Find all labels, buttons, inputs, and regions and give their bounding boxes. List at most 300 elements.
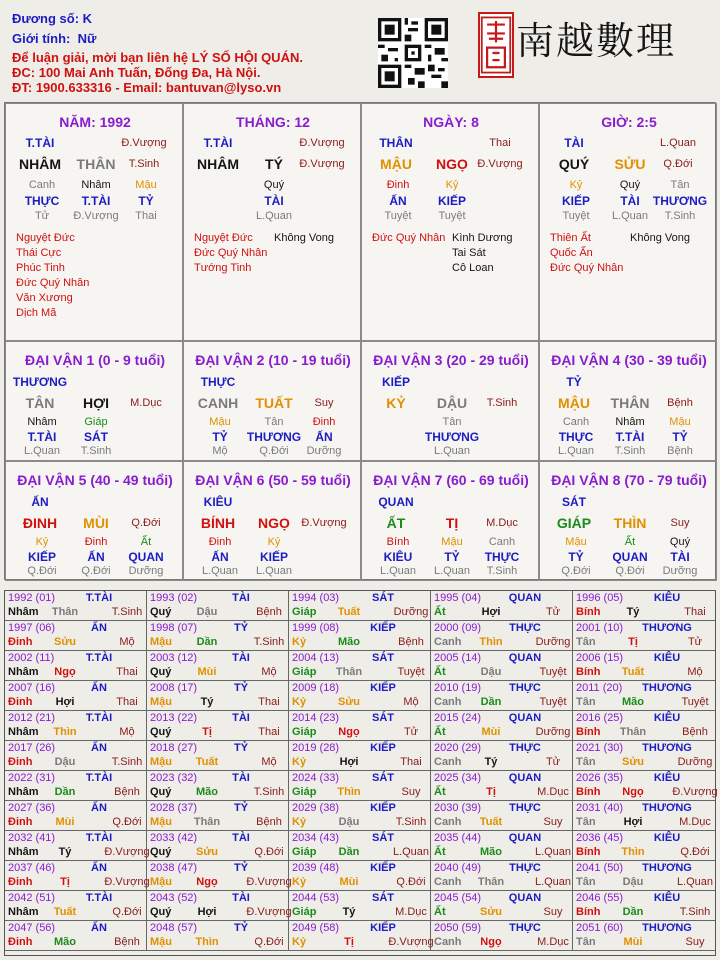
- hidden-stem: Mậu: [565, 536, 587, 548]
- luck-pillar-4[interactable]: [539, 341, 717, 461]
- hidden-stem: Ất: [624, 536, 636, 548]
- year-stage: Tử: [403, 726, 419, 738]
- year-label: 2023 (32): [150, 772, 198, 784]
- year-label: 2014 (23): [292, 712, 340, 724]
- year-cell[interactable]: [573, 831, 715, 861]
- star-item: Tai Sát: [452, 247, 486, 259]
- year-branch: Tị: [60, 876, 70, 888]
- year-branch: Tý: [342, 906, 356, 918]
- hidden-ten-god: T.TÀI: [81, 194, 111, 208]
- pillar-4[interactable]: [539, 103, 717, 341]
- hidden-stage: Q.Đới: [561, 565, 591, 577]
- year-stem: Canh: [434, 696, 462, 708]
- luck-ten-god: KIÊU: [203, 495, 233, 509]
- year-label: 2049 (58): [292, 922, 340, 934]
- year-stem: Đinh: [8, 696, 33, 708]
- year-label: 2032 (41): [8, 832, 56, 844]
- year-stage: Đ.Vượng: [388, 936, 434, 948]
- hidden-stage: Q.Đới: [259, 445, 289, 457]
- year-stage: Bệnh: [256, 606, 282, 618]
- year-stage: Mộ: [403, 696, 419, 708]
- year-branch: Dần: [54, 786, 76, 798]
- year-label: 2047 (56): [8, 922, 56, 934]
- year-ten-god: THƯƠNG: [642, 682, 692, 694]
- luck-stem: BÍNH: [200, 515, 236, 531]
- subject-line: Đương số: K: [12, 11, 93, 26]
- hidden-ten-god: TÀI: [620, 194, 640, 208]
- year-branch: Tị: [486, 786, 496, 798]
- year-cell[interactable]: [573, 651, 715, 681]
- year-label: 2037 (46): [8, 862, 56, 874]
- luck-stem: CANH: [197, 395, 239, 411]
- year-branch: Sửu: [479, 906, 503, 918]
- year-cell[interactable]: [147, 621, 289, 651]
- year-ten-god: THƯƠNG: [642, 622, 692, 634]
- year-ten-god: T.TÀI: [85, 592, 113, 604]
- year-stage: Suy: [685, 936, 705, 948]
- year-stage: T.Sinh: [111, 606, 143, 618]
- year-stage: T.Sinh: [111, 756, 143, 768]
- year-stem: Bính: [576, 726, 601, 738]
- luck-stem: KỶ: [386, 395, 406, 411]
- hidden-stem: Quý: [669, 536, 691, 548]
- seal-stamp-icon: [478, 12, 514, 78]
- year-cell[interactable]: [573, 891, 715, 921]
- year-branch: Dậu: [196, 606, 218, 618]
- year-cell[interactable]: [431, 921, 573, 951]
- pillar-3[interactable]: [361, 103, 539, 341]
- year-cell[interactable]: [289, 921, 434, 951]
- hidden-stage: Dưỡng: [128, 565, 164, 577]
- year-cell[interactable]: [147, 921, 289, 951]
- pillar-stem: NHÂM: [19, 156, 61, 172]
- year-cell[interactable]: [573, 591, 715, 621]
- year-label: 2019 (28): [292, 742, 340, 754]
- year-stem: Tân: [576, 816, 596, 828]
- hidden-stage: Tử: [34, 210, 50, 222]
- year-cell[interactable]: [5, 861, 150, 891]
- year-ten-god: SÁT: [372, 592, 394, 604]
- year-ten-god: KIÊU: [653, 592, 681, 604]
- hidden-stage: Q.Đới: [615, 565, 645, 577]
- hidden-stem: Tân: [670, 179, 690, 191]
- luck-title: ĐẠI VẬN 5 (40 - 49 tuổi): [17, 472, 173, 488]
- year-cell[interactable]: [573, 621, 715, 651]
- star-item: Quốc Ấn: [550, 247, 593, 259]
- year-stem: Nhâm: [8, 906, 39, 918]
- year-cell[interactable]: [431, 681, 573, 711]
- luck-branch-stage: Q.Đới: [131, 517, 161, 529]
- hidden-stem: Nhâm: [615, 416, 645, 428]
- luck-pillar-3[interactable]: [361, 341, 539, 461]
- luck-pillar-1[interactable]: [5, 341, 183, 461]
- star-item: Phúc Tinh: [16, 262, 65, 274]
- year-cell[interactable]: [5, 891, 147, 921]
- year-cell[interactable]: [289, 591, 431, 621]
- year-label: 1997 (06): [8, 622, 56, 634]
- year-cell[interactable]: [147, 831, 289, 861]
- year-stage: Mộ: [119, 636, 135, 648]
- year-cell[interactable]: [431, 741, 573, 771]
- year-branch: Mùi: [339, 876, 359, 888]
- hidden-ten-god: ẤN: [389, 194, 407, 208]
- year-label: 2030 (39): [434, 802, 482, 814]
- star-item: Đức Quý Nhân: [550, 262, 624, 274]
- year-branch: Thân: [335, 666, 363, 678]
- luck-branch: TUẤT: [255, 395, 293, 411]
- year-ten-god: TỶ: [233, 862, 249, 874]
- year-stem: Kỷ: [292, 876, 307, 888]
- year-cell[interactable]: [147, 771, 289, 801]
- luck-ten-god: ẤN: [31, 495, 49, 509]
- year-cell[interactable]: [147, 801, 289, 831]
- year-ten-god: KIÊU: [653, 772, 681, 784]
- hidden-stem: Mậu: [441, 536, 463, 548]
- year-ten-god: SÁT: [372, 712, 394, 724]
- year-stem: Nhâm: [8, 786, 39, 798]
- year-ten-god: SÁT: [372, 772, 394, 784]
- annual-luck-table: [4, 590, 716, 956]
- star-item: Văn Xương: [16, 292, 73, 304]
- year-ten-god: THƯƠNG: [642, 922, 692, 934]
- year-stage: Bệnh: [398, 636, 424, 648]
- year-label: 2041 (50): [576, 862, 624, 874]
- year-ten-god: KIẾP: [370, 742, 396, 754]
- year-cell[interactable]: [147, 891, 292, 921]
- year-cell[interactable]: [5, 801, 147, 831]
- hidden-stage: Đ.Vượng: [73, 210, 119, 222]
- luck-branch-stage: M.Dục: [486, 517, 518, 529]
- hidden-stage: Tuyệt: [384, 210, 412, 222]
- year-ten-god: KIÊU: [653, 712, 681, 724]
- year-label: 2001 (10): [576, 622, 624, 634]
- year-ten-god: THƯƠNG: [642, 862, 692, 874]
- year-stem: Tân: [576, 756, 596, 768]
- pillar-ten-god: T.TÀI: [25, 136, 55, 150]
- hidden-stem: Ất: [140, 536, 152, 548]
- year-cell[interactable]: [289, 621, 431, 651]
- year-stage: Đ.Vượng: [104, 846, 150, 858]
- qr-code-icon[interactable]: [378, 18, 448, 88]
- luck-pillar-8[interactable]: [539, 461, 717, 581]
- year-cell[interactable]: [431, 591, 573, 621]
- year-label: 2029 (38): [292, 802, 340, 814]
- hidden-ten-god: TỶ: [568, 550, 584, 564]
- year-stem: Canh: [434, 636, 462, 648]
- luck-title: ĐẠI VẬN 6 (50 - 59 tuổi): [195, 472, 351, 488]
- star-item: Dịch Mã: [16, 307, 57, 319]
- year-cell[interactable]: [289, 711, 431, 741]
- year-stem: Quý: [150, 846, 172, 858]
- year-ten-god: QUAN: [508, 712, 542, 724]
- luck-ten-god: KIẾP: [381, 375, 411, 389]
- year-branch: Hợi: [197, 906, 217, 918]
- pillar-title: GIỜ: 2:5: [601, 114, 657, 130]
- luck-branch-stage: Đ.Vượng: [301, 517, 347, 529]
- pillar-2[interactable]: [183, 103, 361, 341]
- hidden-stem: Đinh: [312, 416, 336, 428]
- pillar-title: NĂM: 1992: [59, 114, 131, 130]
- year-cell[interactable]: [431, 711, 573, 741]
- year-cell[interactable]: [573, 681, 715, 711]
- year-stage: Thai: [258, 696, 280, 708]
- year-stage: Tuyệt: [539, 696, 567, 708]
- page-header: [0, 0, 720, 100]
- hidden-stage: Mộ: [212, 445, 228, 457]
- year-cell[interactable]: [573, 771, 718, 801]
- luck-title: ĐẠI VẬN 1 (0 - 9 tuổi): [24, 352, 166, 368]
- year-stage: Q.Đới: [112, 816, 142, 828]
- year-cell[interactable]: [573, 741, 715, 771]
- hidden-ten-god: TỶ: [444, 550, 460, 564]
- year-ten-god: ẤN: [91, 742, 107, 754]
- year-cell[interactable]: [431, 831, 573, 861]
- luck-title: ĐẠI VẬN 8 (70 - 79 tuổi): [551, 472, 707, 488]
- year-cell[interactable]: [5, 621, 147, 651]
- luck-pillar-2[interactable]: [183, 341, 361, 461]
- year-label: 2024 (33): [292, 772, 340, 784]
- year-stem: Tân: [576, 876, 596, 888]
- hidden-stem: Canh: [28, 179, 56, 191]
- year-branch: Mão: [480, 846, 502, 858]
- year-stem: Đinh: [8, 816, 33, 828]
- year-stage: Q.Đới: [680, 846, 710, 858]
- year-branch: Mùi: [55, 816, 75, 828]
- hidden-stage: Q.Đới: [27, 565, 57, 577]
- hidden-ten-god: ẤN: [315, 430, 333, 444]
- year-ten-god: THƯƠNG: [642, 742, 692, 754]
- year-stem: Mậu: [150, 936, 172, 948]
- year-branch: Tuất: [479, 816, 503, 828]
- hidden-stage: Dưỡng: [306, 445, 342, 457]
- luck-title: ĐẠI VẬN 7 (60 - 69 tuổi): [373, 472, 529, 488]
- year-label: 1998 (07): [150, 622, 198, 634]
- year-label: 2017 (26): [8, 742, 56, 754]
- year-branch: Dậu: [338, 816, 360, 828]
- year-cell[interactable]: [5, 651, 147, 681]
- year-label: 2010 (19): [434, 682, 482, 694]
- year-stem: Giáp: [292, 786, 317, 798]
- year-stage: Thai: [258, 726, 280, 738]
- hidden-stem: Kỷ: [267, 536, 281, 548]
- star-item: Đức Quý Nhân: [16, 277, 90, 289]
- luck-pillar-6[interactable]: [183, 461, 361, 581]
- year-branch: Dần: [196, 636, 218, 648]
- hidden-stage: T.Sinh: [80, 445, 112, 457]
- year-cell[interactable]: [573, 861, 715, 891]
- hidden-stage: L.Quan: [433, 565, 471, 577]
- year-cell[interactable]: [431, 621, 573, 651]
- hidden-ten-god: KIẾP: [561, 194, 591, 208]
- pillar-life-stage: Thai: [489, 137, 511, 149]
- year-stage: Mộ: [119, 726, 135, 738]
- year-stage: Đ.Vượng: [246, 906, 292, 918]
- year-stage: Suy: [401, 786, 421, 798]
- year-cell[interactable]: [147, 651, 289, 681]
- year-cell[interactable]: [147, 741, 289, 771]
- year-branch: Thân: [477, 876, 505, 888]
- hidden-stage: Tuyệt: [438, 210, 466, 222]
- year-stage: Tử: [545, 606, 561, 618]
- year-stem: Quý: [150, 666, 172, 678]
- year-cell[interactable]: [147, 591, 289, 621]
- year-cell[interactable]: [289, 801, 431, 831]
- luck-pillar-7[interactable]: [361, 461, 539, 581]
- year-label: 2043 (52): [150, 892, 198, 904]
- year-stem: Mậu: [150, 696, 172, 708]
- year-branch: Mùi: [197, 666, 217, 678]
- pillar-1[interactable]: [5, 103, 183, 341]
- year-branch: Dậu: [54, 756, 76, 768]
- year-stem: Nhâm: [8, 726, 39, 738]
- year-stage: Q.Đới: [254, 936, 284, 948]
- luck-branch-stage: T.Sinh: [486, 397, 518, 409]
- year-label: 2045 (54): [434, 892, 482, 904]
- year-ten-god: QUAN: [508, 772, 542, 784]
- phone-email-line: ĐT: 1900.633316 - Email: bantuvan@lyso.vn: [12, 80, 282, 95]
- pillar-branch-stage: Q.Đới: [663, 158, 693, 170]
- year-label: 2021 (30): [576, 742, 624, 754]
- year-label: 2009 (18): [292, 682, 340, 694]
- year-ten-god: TÀI: [232, 772, 250, 784]
- luck-branch-stage: M.Dục: [130, 397, 162, 409]
- year-cell[interactable]: [573, 921, 715, 951]
- year-cell[interactable]: [5, 921, 147, 951]
- year-label: 2040 (49): [434, 862, 482, 874]
- year-cell[interactable]: [289, 651, 431, 681]
- year-stage: Suy: [543, 816, 563, 828]
- year-cell[interactable]: [431, 801, 573, 831]
- luck-pillar-5[interactable]: [5, 461, 183, 581]
- year-cell[interactable]: [147, 861, 292, 891]
- year-stem: Giáp: [292, 846, 317, 858]
- year-stem: Ất: [434, 906, 446, 918]
- year-cell[interactable]: [289, 831, 431, 861]
- hidden-ten-god: THỰC: [24, 194, 60, 208]
- year-cell[interactable]: [147, 711, 289, 741]
- year-stage: T.Sinh: [253, 636, 285, 648]
- hidden-ten-god: ẤN: [87, 550, 105, 564]
- year-cell[interactable]: [573, 801, 715, 831]
- year-cell[interactable]: [5, 591, 147, 621]
- year-branch: Thân: [619, 726, 647, 738]
- hidden-stem: Mậu: [209, 416, 231, 428]
- year-branch: Dần: [480, 696, 502, 708]
- year-branch: Mão: [196, 786, 218, 798]
- year-cell[interactable]: [289, 741, 431, 771]
- year-stage: L.Quan: [676, 876, 714, 888]
- year-branch: Tý: [58, 846, 72, 858]
- year-ten-god: TỶ: [233, 742, 249, 754]
- year-branch: Dậu: [622, 876, 644, 888]
- hidden-ten-god: THỰC: [484, 550, 520, 564]
- year-stage: Bệnh: [114, 786, 140, 798]
- year-cell[interactable]: [431, 651, 573, 681]
- year-stage: M.Dục: [537, 786, 569, 798]
- hidden-stem: Mậu: [135, 179, 157, 191]
- luck-branch: DẬU: [436, 395, 468, 411]
- year-cell[interactable]: [147, 681, 289, 711]
- hidden-stem: Canh: [488, 536, 516, 548]
- star-item: Nguyệt Đức: [194, 232, 253, 244]
- year-cell[interactable]: [5, 711, 147, 741]
- year-stage: Dưỡng: [393, 606, 429, 618]
- year-branch: Mão: [54, 936, 76, 948]
- hidden-ten-god: TỶ: [212, 430, 228, 444]
- year-cell[interactable]: [289, 681, 431, 711]
- year-cell[interactable]: [289, 771, 431, 801]
- hidden-stem: Đinh: [84, 536, 108, 548]
- year-cell[interactable]: [573, 711, 715, 741]
- hidden-ten-god: ẤN: [211, 550, 229, 564]
- year-label: 2004 (13): [292, 652, 340, 664]
- year-ten-god: THỰC: [509, 622, 541, 634]
- year-cell[interactable]: [5, 681, 147, 711]
- year-stage: Thai: [684, 606, 706, 618]
- year-stem: Canh: [434, 756, 462, 768]
- year-cell[interactable]: [431, 771, 573, 801]
- year-cell[interactable]: [5, 741, 147, 771]
- year-stem: Nhâm: [8, 666, 39, 678]
- year-cell[interactable]: [289, 861, 431, 891]
- year-cell[interactable]: [431, 861, 573, 891]
- year-branch: Tị: [628, 636, 638, 648]
- luck-stem: ĐINH: [22, 515, 58, 531]
- year-label: 2042 (51): [8, 892, 56, 904]
- year-ten-god: ẤN: [91, 802, 107, 814]
- year-label: 2048 (57): [150, 922, 198, 934]
- year-branch: Thìn: [195, 936, 219, 948]
- year-label: 2027 (36): [8, 802, 56, 814]
- hidden-ten-god: TỶ: [672, 430, 688, 444]
- year-ten-god: T.TÀI: [85, 652, 113, 664]
- luck-branch: TỊ: [445, 515, 459, 531]
- year-ten-god: KIẾP: [370, 922, 396, 934]
- year-cell[interactable]: [289, 891, 431, 921]
- year-branch: Ngọ: [338, 726, 360, 738]
- year-cell[interactable]: [5, 831, 150, 861]
- year-stage: Bệnh: [114, 936, 140, 948]
- year-branch: Sửu: [195, 846, 219, 858]
- year-label: 2007 (16): [8, 682, 56, 694]
- year-stem: Kỷ: [292, 816, 307, 828]
- year-stage: M.Dục: [679, 816, 711, 828]
- hidden-stage: T.Sinh: [614, 445, 646, 457]
- year-label: 2016 (25): [576, 712, 624, 724]
- luck-stem: MẬU: [558, 395, 590, 411]
- star-item: Thiên Ất: [550, 232, 591, 244]
- year-ten-god: KIẾP: [370, 682, 396, 694]
- year-stem: Đinh: [8, 936, 33, 948]
- year-branch: Ngọ: [196, 876, 218, 888]
- hidden-ten-god: THƯƠNG: [424, 430, 480, 444]
- year-stage: Mộ: [261, 756, 277, 768]
- year-label: 1996 (05): [576, 592, 624, 604]
- year-ten-god: ẤN: [91, 682, 107, 694]
- hidden-stage: Tuyệt: [562, 210, 590, 222]
- hidden-ten-god: THƯƠNG: [652, 194, 708, 208]
- year-stage: T.Sinh: [253, 786, 285, 798]
- year-cell[interactable]: [5, 771, 147, 801]
- year-cell[interactable]: [431, 891, 573, 921]
- hidden-ten-god: TÀI: [264, 194, 284, 208]
- star-item: Thái Cực: [16, 247, 62, 259]
- pillar-life-stage: L.Quan: [659, 137, 697, 149]
- year-stem: Ất: [434, 846, 446, 858]
- year-stage: Thai: [400, 756, 422, 768]
- year-ten-god: QUAN: [508, 592, 542, 604]
- year-stem: Kỷ: [292, 696, 307, 708]
